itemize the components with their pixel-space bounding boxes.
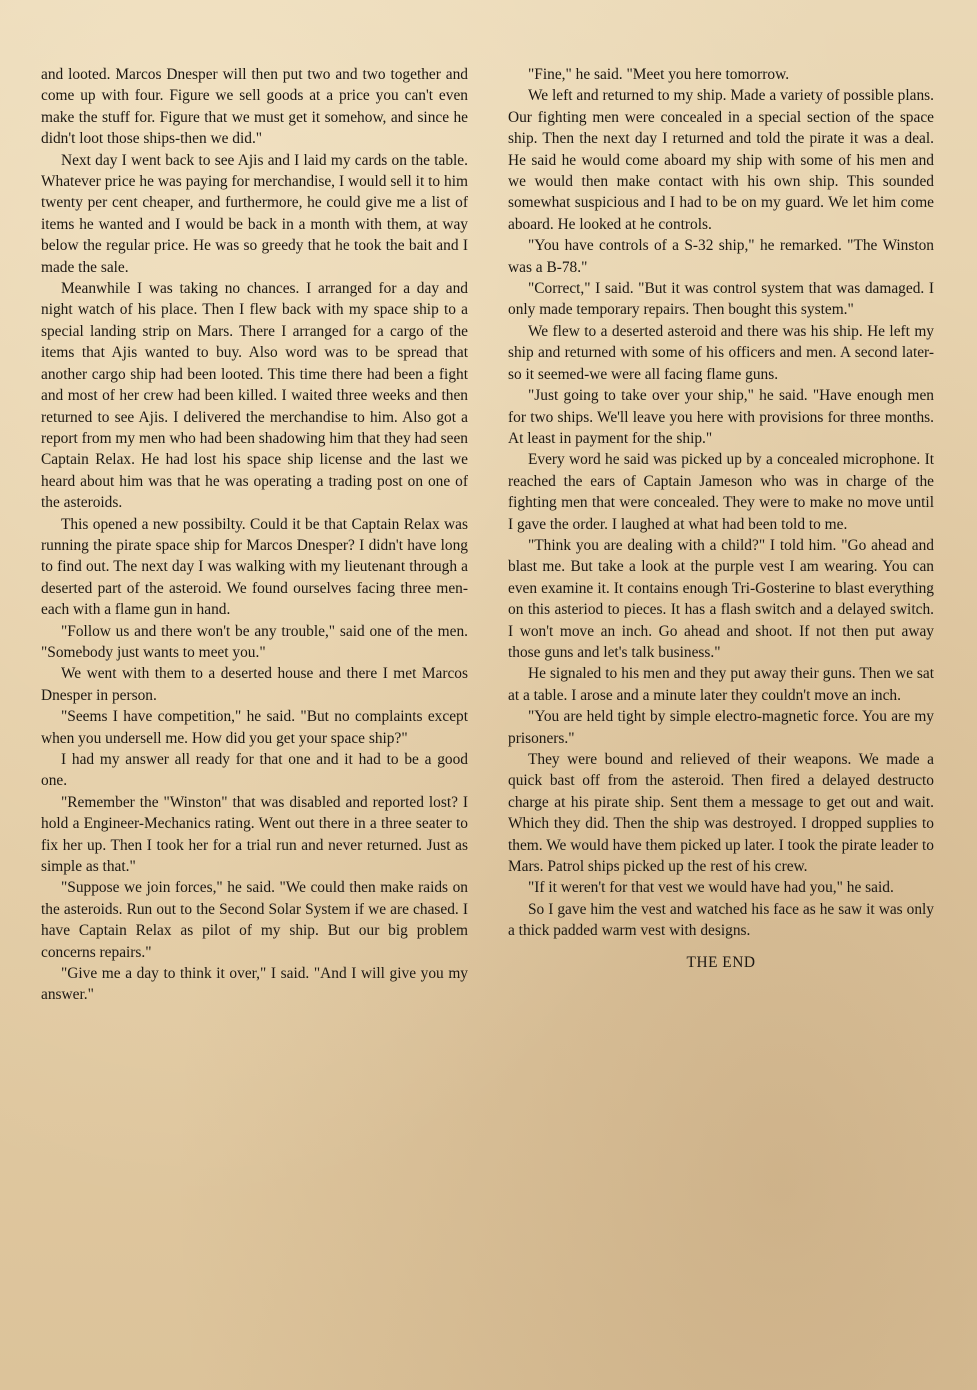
paragraph: He signaled to his men and they put away their guns. Then we sat at a table. I arose and a minute later they couldn't move an inch.: [508, 665, 934, 704]
paragraph: "Follow us and there won't be any trouble," said one of the men. "Somebody just wants to meet you.": [41, 622, 468, 661]
paragraph: We left and returned to my ship. Made a variety of possible plans. Our fighting men were concealed in a special section of the space ship. Then the next day I returned and told the pirate it was a deal. He said he would come aboard my ship with some of his men and we would then make contact with his own ship. This sounded somewhat suspicious and I had to be on my guard. We let him come aboard. He looked at he controls.: [508, 87, 934, 233]
paragraph: This opened a new possibilty. Could it be that Captain Relax was running the pirate space ship for Marcos Dnesper? I didn't have long to find out. The next day I was walking with my lieutenant through a deserted part of the asteroid. We found ourselves facing three men-each with a flame gun in hand.: [41, 515, 468, 619]
paragraph: "Just going to take over your ship," he said. "Have enough men for two ships. We'll leave you here with provisions for three months. At least in payment for the ship.": [508, 387, 934, 447]
paragraph: We went with them to a deserted house and there I met Marcos Dnesper in person.: [41, 665, 468, 704]
paragraph: Every word he said was picked up by a concealed microphone. It reached the ears of Captain Jameson who was in charge of the fighting men that were concealed. They were to make no move until I gave the order. I laughed at what had been told to me.: [508, 451, 934, 533]
paragraph: So I gave him the vest and watched his face as he saw it was only a thick padded warm vest with designs.: [508, 900, 934, 940]
paragraph: "Fine," he said. "Meet you here tomorrow.: [528, 66, 790, 83]
paragraph: "Think you are dealing with a child?" I told him. "Go ahead and blast me. But take a look at the purple vest I am wearing. You can even examine it. It contains enough Tri-Gosterine to blast everything on this asteriod to pieces. It has a flash switch and a delayed switch. I won't move an inch. Go ahead and shoot. If not then put away those guns and let's talk business.": [508, 536, 934, 661]
paragraph: "Give me a day to think it over," I said. "And I will give you my answer.": [41, 965, 468, 1004]
paragraph: "Remember the "Winston" that was disabled and reported lost? I hold a Engineer-Mechanics rating. Went out there in a three seater to fix her up. Then I took her for a trial run and never returned. Just as simple as that.": [41, 793, 468, 876]
paragraph: I had my answer all ready for that one and it had to be a good one.: [41, 751, 468, 790]
paragraph: Next day I went back to see Ajis and I laid my cards on the table. Whatever price he was paying for merchandise, I would sell it to him twenty per cent cheaper, and furthermore, he could give me a list of items he wanted and I would be back in a month with them, at way below the regular price. He was so greedy that he took the bait and I made the sale.: [41, 151, 468, 276]
paragraph: "You are held tight by simple electro-magnetic force. You are my prisoners.": [508, 708, 934, 747]
the-end-label: THE END: [686, 953, 756, 971]
text-column-left: [41, 64, 468, 1006]
text-column-right: [508, 64, 934, 973]
paragraph: We flew to a deserted asteroid and there was his ship. He left my ship and returned with some of his officers and men. A second later-so it seemed-we were all facing flame guns.: [508, 322, 934, 383]
paragraph: "Seems I have competition," he said. "But no complaints except when you undersell me. How did you get your space ship?": [41, 708, 468, 747]
paragraph: Meanwhile I was taking no chances. I arranged for a day and night watch of his place. Then I flew back with my space ship to a special landing strip on Mars. There I arranged for a cargo of the items that Ajis wanted to buy. Also word was to be spread that another cargo ship had been looted. This time there had been a fight and most of her crew had been killed. I waited three weeks and then returned to see Ajis. I delivered the merchandise to him. Also got a report from my men who had been shadowing him that they had seen Captain Relax. He had lost his space ship license and the last we heard about him was that he was operating a trading post on one of the asteroids.: [41, 280, 468, 512]
paragraph: "If it weren't for that vest we would have had you," he said.: [528, 879, 894, 897]
paragraph: and looted. Marcos Dnesper will then put two and two together and come up with four. Figure we sell goods at a price you can't even make the stuff for. Figure that we must get it somehow, and since he didn't loot those ships-then we did.": [41, 66, 468, 148]
paragraph: "Suppose we join forces," he said. "We could then make raids on the asteroids. Run out to the Second Solar System if we are chased. I have Captain Relax as pilot of my ship. But our big problem concerns repairs.": [41, 879, 468, 961]
paragraph: "Correct," I said. "But it was control system that was damaged. I only made temporary repairs. Then bought this system.": [508, 280, 934, 319]
paragraph: They were bound and relieved of their weapons. We made a quick bast off from the asteroid. Then fired a delayed destructo charge at his pirate ship. Sent them a message to get out and wait. Which they did. Then the ship was destroyed. I dropped supplies to them. We would have them picked up later. I took the pirate leader to Mars. Patrol ships picked up the rest of his crew.: [508, 751, 934, 876]
paragraph: "You have controls of a S-32 ship," he remarked. "The Winston was a B-78.": [508, 237, 934, 276]
